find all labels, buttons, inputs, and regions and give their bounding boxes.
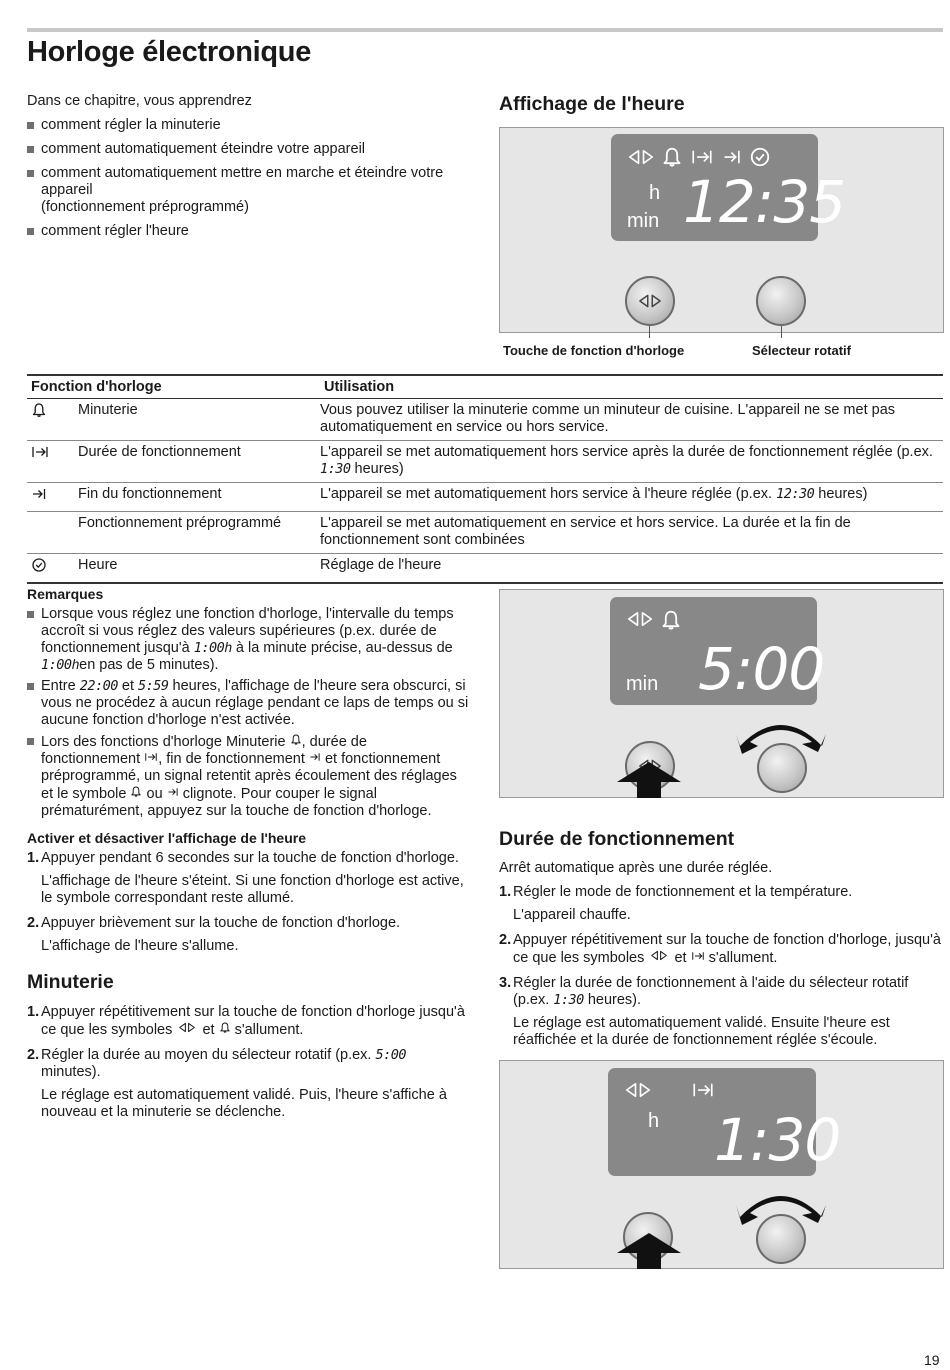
display-time: 1:30 xyxy=(714,1106,841,1174)
selector-icon xyxy=(624,1080,652,1100)
intro-lead: Dans ce chapitre, vous apprendrez xyxy=(27,93,252,109)
duree-lead: Arrêt automatique après une durée réglée. xyxy=(499,860,773,876)
top-rule xyxy=(27,28,943,32)
table-header xyxy=(27,375,943,399)
intro-item-text: comment automatiquement mettre en marche et éteindre votre appareil xyxy=(41,165,444,198)
segment-value: 1:30 xyxy=(320,461,351,477)
selector-icon xyxy=(627,147,655,167)
duree-heading: Durée de fonctionnement xyxy=(499,828,735,850)
selector-icon xyxy=(648,949,670,962)
clock-icon xyxy=(749,146,771,168)
clock-icon xyxy=(31,557,47,573)
function-name: Durée de fonctionnement xyxy=(78,441,320,483)
clock-display xyxy=(610,597,825,705)
display-time: 12:35 xyxy=(683,168,846,236)
leader-line xyxy=(781,326,782,338)
press-arrow-icon xyxy=(617,762,681,798)
clock-function-button[interactable] xyxy=(625,276,675,326)
leader-line xyxy=(649,326,650,338)
segment-value: 12:30 xyxy=(776,486,815,502)
duration-icon xyxy=(689,147,715,167)
activer-heading: Activer et désactiver l'affichage de l'heure xyxy=(27,830,306,846)
rotary-selector[interactable] xyxy=(756,276,806,326)
minuterie-heading: Minuterie xyxy=(27,971,114,993)
function-name: Minuterie xyxy=(78,399,320,441)
intro-item xyxy=(27,165,467,216)
function-name: Fin du fonctionnement xyxy=(78,483,320,512)
intro-item-note: (fonctionnement préprogrammé) xyxy=(41,199,249,215)
remark-item: Entre 22:00 et 5:59 heures, l'affichage de l'heure sera obscurci, si vous ne procédez à aucun réglage pendant ce laps de temps ou si aucune fonction d'horloge n'est activée. xyxy=(27,678,469,729)
step: 1. Appuyer répétitivement sur la touche de fonction d'horloge jusqu'à ce que les symboles et s'allument. xyxy=(27,1004,465,1038)
function-usage: L'appareil se met automatiquement hors service après la durée de fonctionnement réglée (p.ex. 1:30 heures) xyxy=(320,441,943,483)
duration-icon xyxy=(31,444,49,460)
unit-min: min xyxy=(626,673,659,695)
intro-item: comment automatiquement éteindre votre appareil xyxy=(27,141,467,158)
function-table xyxy=(27,374,943,584)
unit-h: h xyxy=(648,1110,660,1132)
clock-panel-3 xyxy=(499,1060,944,1269)
col-function: Fonction d'horloge xyxy=(27,375,320,399)
intro-item: comment régler la minuterie xyxy=(27,117,467,134)
function-usage: Réglage de l'heure xyxy=(320,554,943,584)
clock-panel-1 xyxy=(499,127,944,333)
caption-knob: Sélecteur rotatif xyxy=(752,343,851,358)
rotate-arrow-icon xyxy=(736,712,826,754)
bell-icon xyxy=(130,785,142,798)
duration-icon xyxy=(144,751,158,763)
selector-icon xyxy=(626,609,654,629)
step: 1. Appuyer pendant 6 secondes sur la touche de fonction d'horloge. L'affichage de l'heure s'éteint. Si une fonction d'horloge est active, le symbole correspondant reste allumé. xyxy=(27,850,464,906)
table-row xyxy=(27,483,943,512)
bell-icon xyxy=(31,402,47,418)
rotate-arrow-icon xyxy=(736,1183,826,1225)
clock-panel-2 xyxy=(499,589,944,798)
col-usage: Utilisation xyxy=(320,375,943,399)
duration-icon xyxy=(690,1080,716,1100)
function-name: Heure xyxy=(78,554,320,584)
unit-h: h xyxy=(649,182,661,204)
bell-icon xyxy=(661,146,683,168)
end-time-icon xyxy=(167,786,179,798)
remarques-heading: Remarques xyxy=(27,586,104,602)
table-row xyxy=(27,441,943,483)
affichage-heading: Affichage de l'heure xyxy=(499,93,685,115)
display-symbols xyxy=(627,146,771,168)
function-usage: L'appareil se met automatiquement en service et hors service. La durée et la fin de fonctionnement sont combinées xyxy=(320,512,943,554)
display-symbols xyxy=(624,1080,716,1100)
clock-display xyxy=(608,1068,841,1176)
step: 2. Régler la durée au moyen du sélecteur rotatif (p.ex. 5:00 minutes). Le réglage est automatiquement validé. Puis, l'heure s'affiche à nouveau et la minuterie se déclenche. xyxy=(27,1047,447,1120)
step: 2. Appuyer répétitivement sur la touche de fonction d'horloge, jusqu'à ce que les symboles et s'allument. xyxy=(499,932,941,966)
selector-icon xyxy=(637,292,663,310)
display-symbols xyxy=(626,609,682,631)
remark-item: Lors des fonctions d'horloge Minuterie , durée de fonctionnement , fin de fonctionnement et fonctionnement préprogrammé, un signal retentit après écoulement des réglages et le symbole ou clignote. Pour couper le signal prématurément, appuyez sur la touche de fonction d'horloge. xyxy=(27,733,469,820)
left-column xyxy=(27,586,469,1121)
table-row xyxy=(27,554,943,584)
page-number: 19 xyxy=(924,1352,940,1368)
caption-button: Touche de fonction d'horloge xyxy=(503,343,685,358)
duration-icon xyxy=(691,950,705,962)
unit-min: min xyxy=(627,210,660,232)
selector-icon xyxy=(176,1021,198,1034)
end-time-icon xyxy=(31,486,47,502)
intro-item: comment régler l'heure xyxy=(27,223,467,240)
page-title: Horloge électronique xyxy=(27,36,312,68)
step: 2. Appuyer brièvement sur la touche de fonction d'horloge. L'affichage de l'heure s'allume. xyxy=(27,915,401,954)
display-time: 5:00 xyxy=(698,635,825,703)
function-usage: Vous pouvez utiliser la minuterie comme un minuteur de cuisine. L'appareil ne se met pas automatiquement en service ou hors service. xyxy=(320,399,943,441)
step: 3. Régler la durée de fonctionnement à l'aide du sélecteur rotatif (p.ex. 1:30 heures). Le réglage est automatiquement validé. Ensuite l'heure est réaffichée et la durée de fonctionnement réglée s'écoule. xyxy=(499,975,909,1048)
remark-item: Lorsque vous réglez une fonction d'horloge, l'intervalle du temps accroît si vous réglez des valeurs supérieures (p.ex. durée de fonctionnement jusqu'à 1:00h à la minute précise, au-dessus de 1:00hen pas de 5 minutes). xyxy=(27,606,469,674)
table-row xyxy=(27,512,943,554)
function-usage: L'appareil se met automatiquement hors service à l'heure réglée (p.ex. 12:30 heures) xyxy=(320,483,943,512)
end-time-icon xyxy=(721,147,743,167)
table-row xyxy=(27,399,943,441)
function-name: Fonctionnement préprogrammé xyxy=(78,512,320,554)
intro xyxy=(27,93,467,247)
press-arrow-icon xyxy=(617,1233,681,1269)
bell-icon xyxy=(219,1021,231,1034)
bell-icon xyxy=(290,733,302,746)
end-time-icon xyxy=(309,751,321,763)
clock-display xyxy=(611,134,846,241)
duree-section xyxy=(499,860,943,1049)
bell-icon xyxy=(660,609,682,631)
step: 1. Régler le mode de fonctionnement et la température. L'appareil chauffe. xyxy=(499,884,853,923)
